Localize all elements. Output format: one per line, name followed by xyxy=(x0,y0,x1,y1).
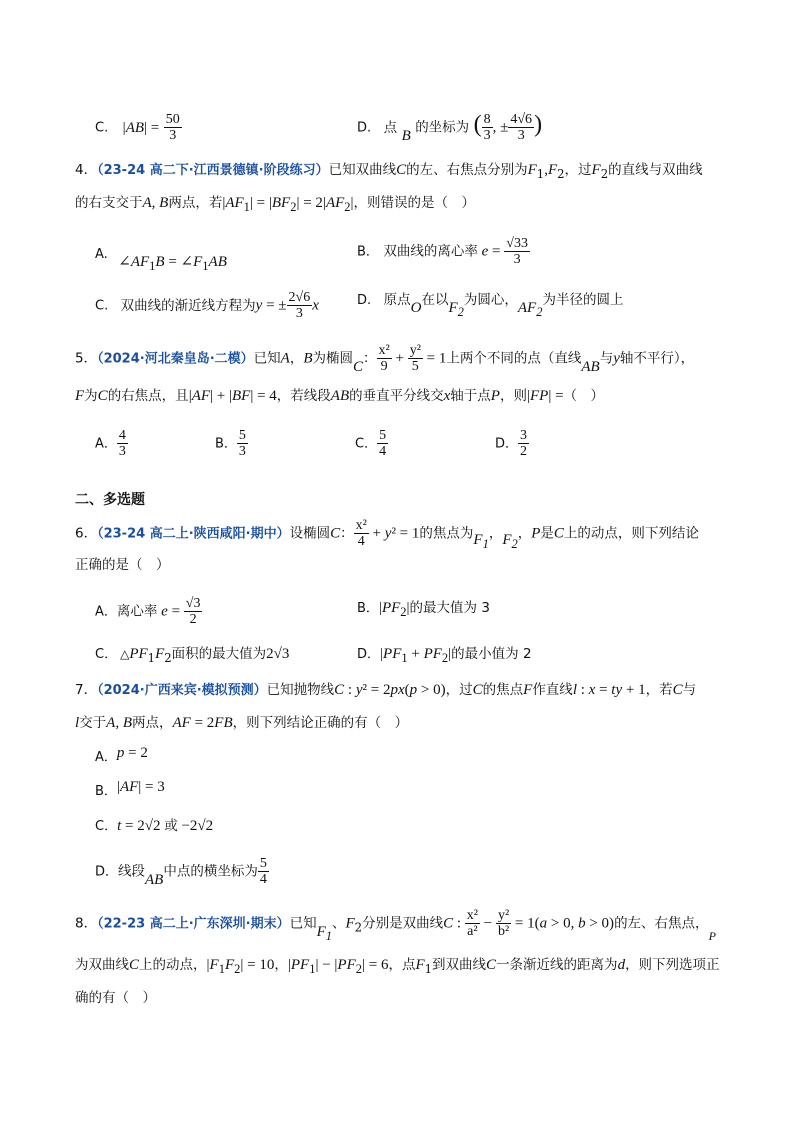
question-4-option-c: C. 双曲线的渐近线方程为y = ± $\frac{2√6}{3}$ x xyxy=(95,290,319,321)
question-4-stem-line-2: 的右支交于A, B两点，若$|AF_1| = |BF_2| = 2|AF_2|$，则错误的是（ ） xyxy=(75,195,476,214)
question-7-option-d: D．线段AB中点的横坐标为 $\frac{5}{4}$ xyxy=(95,856,267,888)
question-6-stem-line-1: 6．（23-24 高二上·陕西咸阳·期中）设椭圆C： $\frac{\text{x²}}{4}$ + y² = 1的焦点为$F_1$，$F_2$，P是C上的动点，则下列结论 xyxy=(75,518,699,551)
option-label: C. xyxy=(95,120,109,136)
option-label: D. xyxy=(357,120,372,136)
question-5-stem-line-2: F为C的右焦点，且|AF| + |BF| = 4，若线段AB的垂直平分线交x轴于点P，则|FP| =（ ） xyxy=(75,388,605,404)
question-6-option-d: D．$|PF_1 + PF_2|$的最小值为 2 xyxy=(357,646,532,665)
question-5-option-d: D． $\frac{3}{2}$ xyxy=(495,428,528,459)
question-source: （2024·河北秦皇岛·二模） xyxy=(97,351,254,367)
prev-option-d: D. 点 B 的坐标为 ( $\frac{8}{3}$ , ± $\frac{4√6}{3}$ ) xyxy=(357,111,543,144)
question-6-option-b: B．$|PF_2|$的最大值为 3 xyxy=(357,600,490,619)
prev-option-c: C. |AB| = $\frac{50}{3}$ xyxy=(95,112,180,143)
question-7-option-a: A．p = 2 xyxy=(95,745,148,765)
question-source: （23-24 高二上·陕西咸阳·期中） xyxy=(97,526,290,542)
question-source: （22-23 高二上·广东深圳·期末） xyxy=(97,916,290,932)
question-5-option-b: B． $\frac{5}{3}$ xyxy=(215,428,246,459)
question-4-option-b: B． 双曲线的离心率 e = $\frac{√33}{3}$ xyxy=(357,236,528,267)
question-source: （2024·广西来宾·模拟预测） xyxy=(97,683,267,698)
question-5-option-a: A． $\frac{4}{3}$ xyxy=(95,428,126,459)
question-8-stem-line-1: 8．（22-23 高二上·广东深圳·期末）已知$F_1$、$F_2$分别是双曲线C : $\frac{\text{x²}}{\text{a²}}$ − $\frac{\text{y²}}{\text{b²}}$ = 1(a > 0, b > 0)的左、右焦点，P xyxy=(75,908,716,943)
question-5-option-c: C． $\frac{5}{4}$ xyxy=(355,428,387,459)
question-8-stem-line-3: 确的有（ ） xyxy=(75,990,156,1006)
question-4-stem-line-1: 4．（23-24 高二下·江西景德镇·阶段练习）已知双曲线C的左、右焦点分别为$F_1,F_2$，过$F_2$的直线与双曲线 xyxy=(75,162,703,181)
question-6-stem-line-2: 正确的是（ ） xyxy=(75,557,170,573)
question-7-option-c: C．t = 2√2 或 −2√2 xyxy=(95,818,214,834)
question-6-option-a: A．离心率 e = $\frac{√3}{2}$ xyxy=(95,596,201,627)
question-4-option-a: A. $\angle AF_1B$ = $\angle F_1AB$ xyxy=(95,247,227,273)
question-source: （23-24 高二下·江西景德镇·阶段练习） xyxy=(97,163,329,178)
question-5-stem-line-1: 5．（2024·河北秦皇岛·二模）已知A，B为椭圆C： $\frac{\text{x²}}{9}$ + $\frac{\text{y²}}{5}$ = 1上两个不同的点（直线AB与y轴不平行）， xyxy=(75,343,695,375)
question-7-stem-line-1: 7．（2024·广西来宾·模拟预测）已知抛物线C : y² = 2px(p > 0)，过C的焦点F作直线l : x = ty + 1，若C与 xyxy=(75,682,697,698)
question-6-option-c: C． $\triangle PF_1F_2$面积的最大值为2√3 xyxy=(95,646,290,665)
question-7-option-b: B．|AF| = 3 xyxy=(95,779,165,799)
question-4-option-d: D. 原点O在以$F_2$为圆心，$AF_2$为半径的圆上 xyxy=(357,292,624,319)
section-title: 二、多选题 xyxy=(75,492,145,508)
question-7-stem-line-2: l交于A, B两点，AF = 2FB，则下列结论正确的有（ ） xyxy=(75,715,409,731)
question-8-stem-line-2: 为双曲线C上的动点，$|F_1F_2| = 10$，$|PF_1| - |PF_2| = 6$，点$F_1$到双曲线C一条渐近线的距离为d，则下列选项正 xyxy=(75,957,720,976)
